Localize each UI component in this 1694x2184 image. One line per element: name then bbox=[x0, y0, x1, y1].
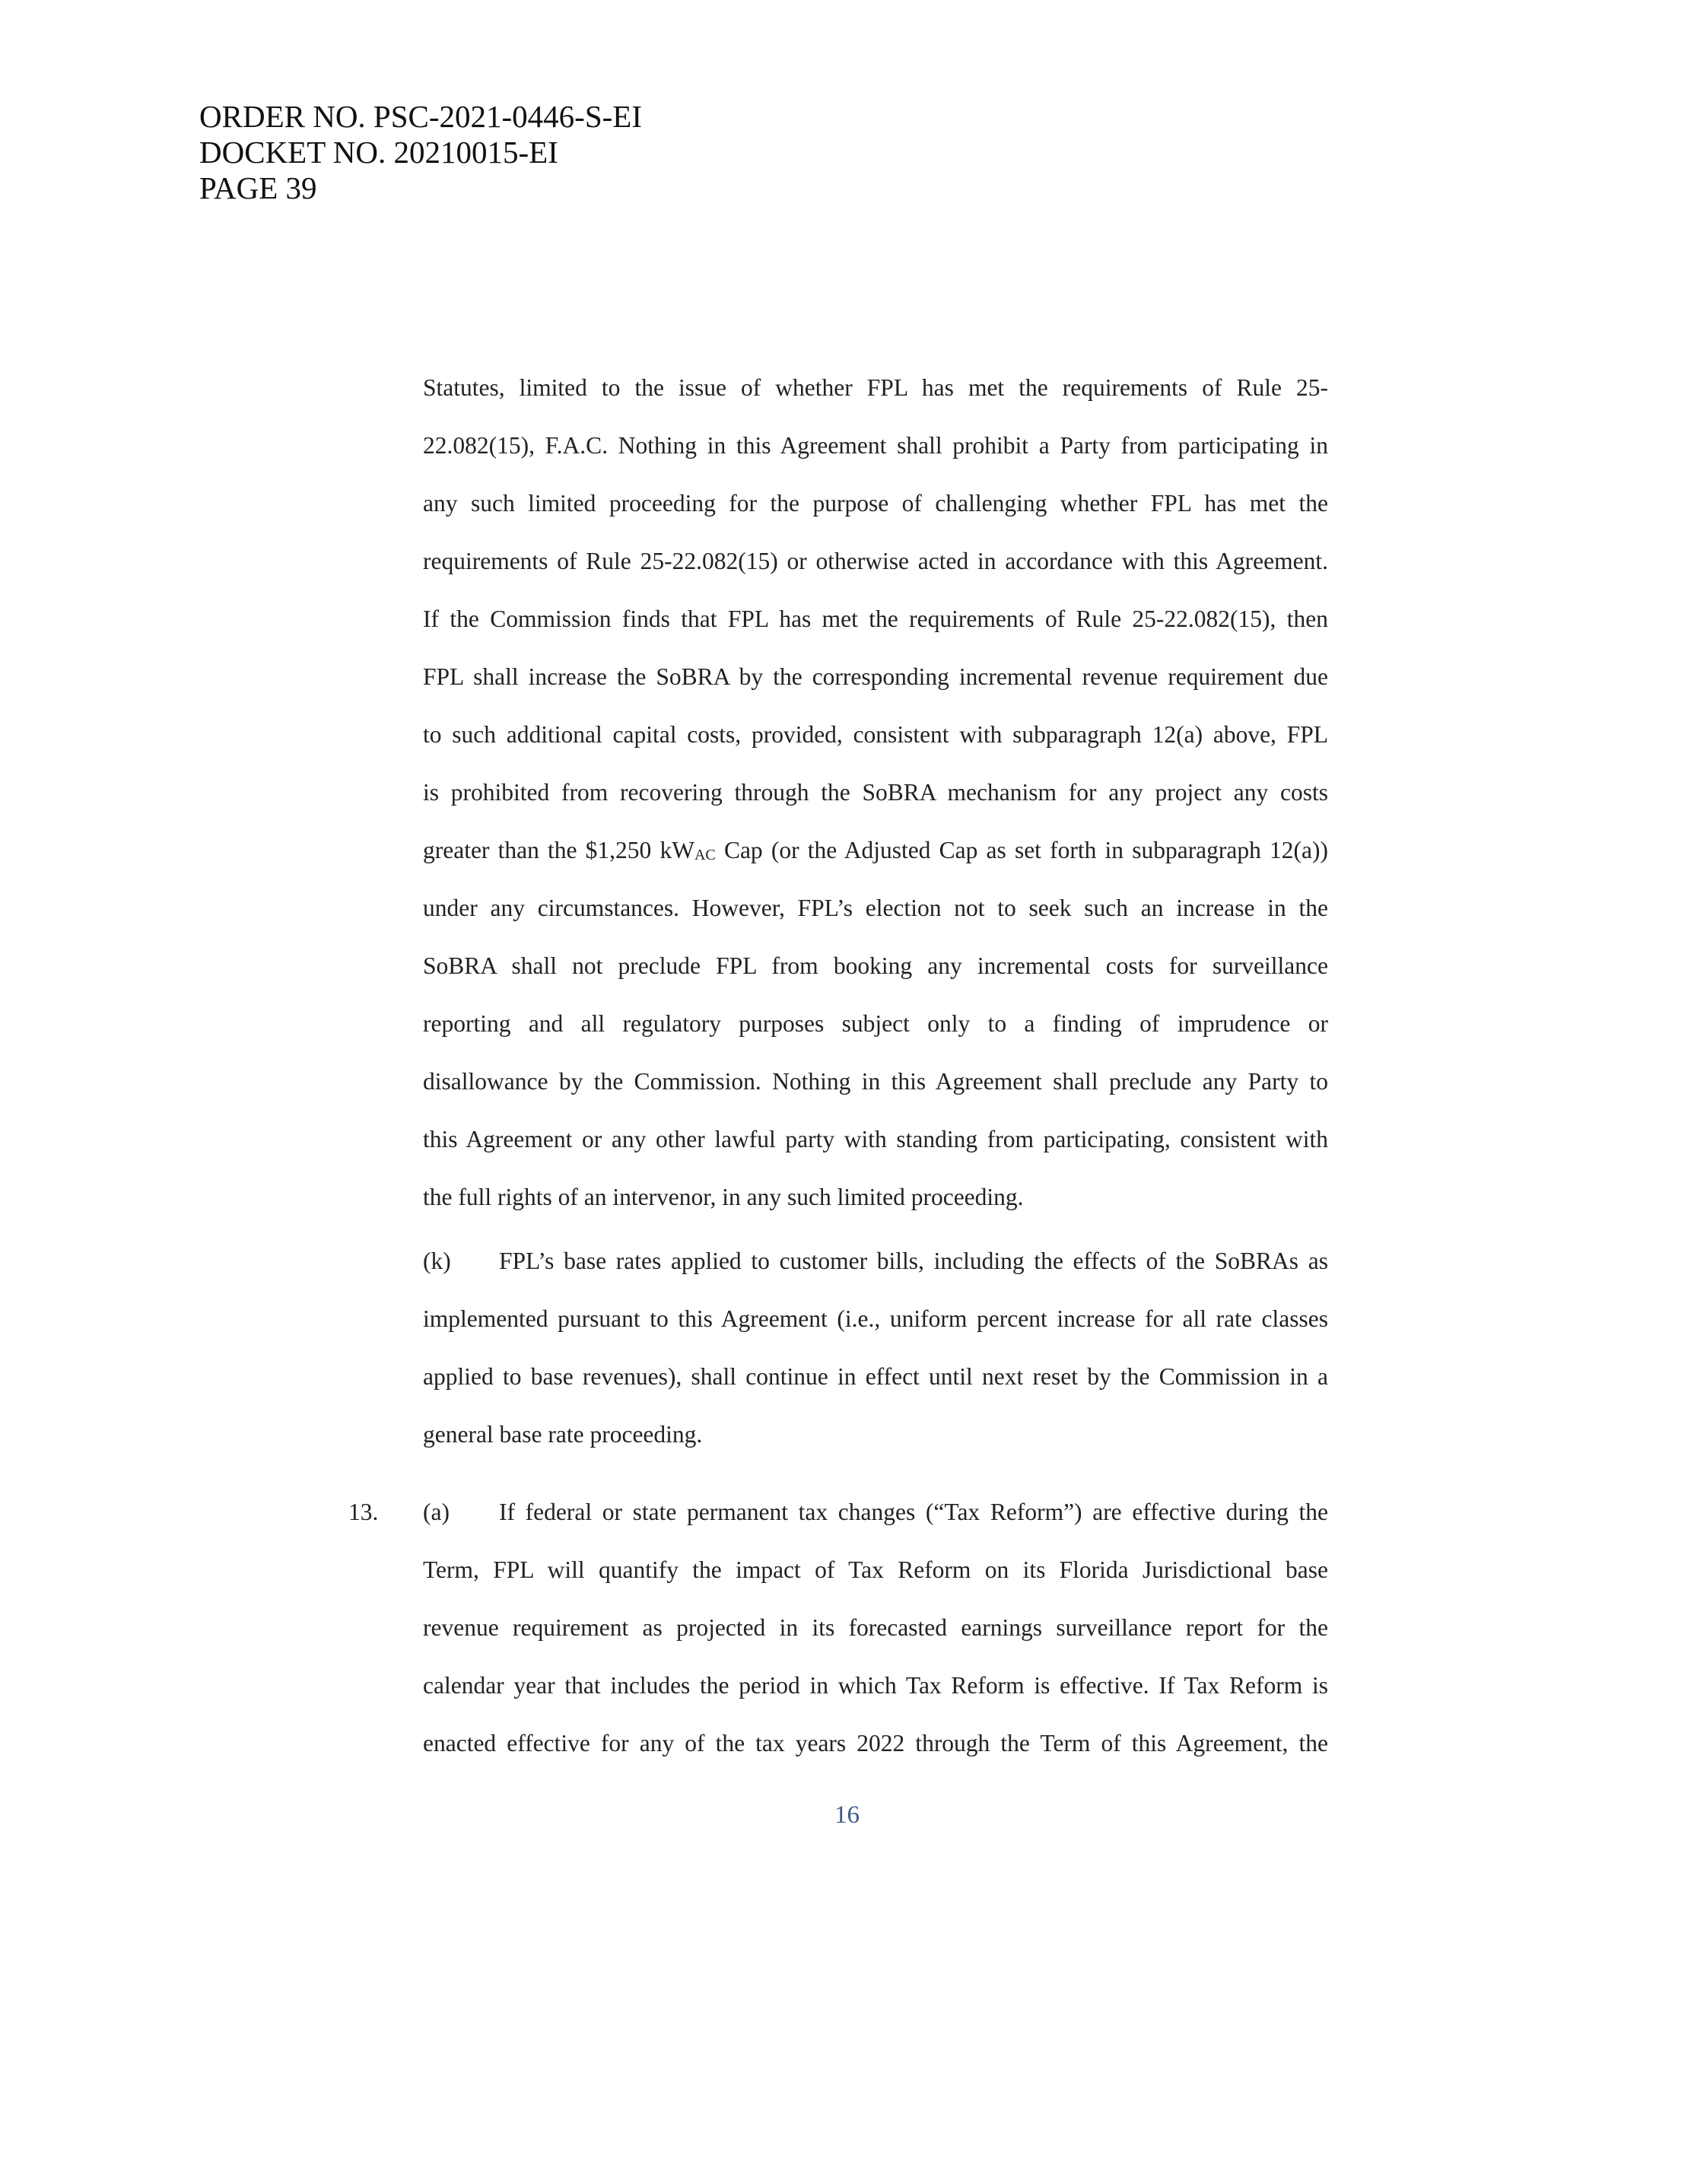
text-line: applied to base revenues), shall continue in effect until next reset by the Commission in a bbox=[423, 1363, 1328, 1390]
text-line bbox=[423, 822, 1328, 879]
text-line: 22.082(15), F.A.C. Nothing in this Agreement shall prohibit a Party from participating in bbox=[423, 432, 1328, 459]
text-line: Term, FPL will quantify the impact of Tax Reform on its Florida Jurisdictional base bbox=[423, 1556, 1328, 1583]
subparagraph-marker-k: (k) bbox=[423, 1248, 451, 1274]
text-line: revenue requirement as projected in its forecasted earnings surveillance report for the bbox=[423, 1614, 1328, 1641]
text-line: If the Commission finds that FPL has met the requirements of Rule 25-22.082(15), then bbox=[423, 606, 1328, 632]
subparagraph-k bbox=[423, 1232, 1328, 1464]
paragraph-number-13: 13. bbox=[348, 1499, 379, 1525]
text-line: requirements of Rule 25-22.082(15) or otherwise acted in accordance with this Agreement. bbox=[423, 548, 1328, 574]
text-line: disallowance by the Commission. Nothing in this Agreement shall preclude any Party to bbox=[423, 1068, 1328, 1095]
text-line: any such limited proceeding for the purpose of challenging whether FPL has met the bbox=[423, 490, 1328, 517]
header-page-number: PAGE 39 bbox=[199, 170, 317, 205]
text-line: reporting and all regulatory purposes subject only to a finding of imprudence or bbox=[423, 1010, 1328, 1037]
text-line: this Agreement or any other lawful party with standing from participating, consistent with bbox=[423, 1126, 1328, 1152]
text-line: FPL’s base rates applied to customer bills, including the effects of the SoBRAs as bbox=[499, 1248, 1328, 1274]
text-line: calendar year that includes the period in which Tax Reform is effective. If Tax Reform is bbox=[423, 1672, 1328, 1699]
paragraph-13a bbox=[423, 1483, 1328, 1772]
page-number: 16 bbox=[834, 1801, 860, 1829]
subparagraph-marker-a: (a) bbox=[423, 1499, 450, 1525]
text-line: If federal or state permanent tax changes (“Tax Reform”) are effective during the bbox=[499, 1499, 1328, 1525]
text-line: general base rate proceeding. bbox=[423, 1421, 703, 1448]
text-line: FPL shall increase the SoBRA by the corresponding incremental revenue requirement due bbox=[423, 663, 1328, 690]
text-line: Statutes, limited to the issue of whether FPL has met the requirements of Rule 25- bbox=[423, 374, 1328, 401]
text-line: is prohibited from recovering through the SoBRA mechanism for any project any costs bbox=[423, 779, 1328, 806]
subscript-ac: AC bbox=[694, 847, 716, 863]
text-line: to such additional capital costs, provided, consistent with subparagraph 12(a) above, FPL bbox=[423, 721, 1328, 748]
document-header bbox=[199, 99, 642, 206]
docket-number: DOCKET NO. 20210015-EI bbox=[199, 135, 558, 170]
paragraph-continuation bbox=[423, 359, 1328, 1226]
text-segment: greater than the $1,250 kW bbox=[423, 837, 694, 863]
text-line: implemented pursuant to this Agreement (i.e., uniform percent increase for all rate classes bbox=[423, 1305, 1328, 1332]
text-line: SoBRA shall not preclude FPL from booking any incremental costs for surveillance bbox=[423, 952, 1328, 979]
text-line: enacted effective for any of the tax years 2022 through the Term of this Agreement, the bbox=[423, 1730, 1328, 1756]
text-line: under any circumstances. However, FPL’s election not to seek such an increase in the bbox=[423, 895, 1328, 921]
text-line: the full rights of an intervenor, in any such limited proceeding. bbox=[423, 1184, 1024, 1210]
order-number: ORDER NO. PSC-2021-0446-S-EI bbox=[199, 99, 642, 134]
text-segment: Cap (or the Adjusted Cap as set forth in subparagraph 12(a)) bbox=[715, 837, 1329, 863]
